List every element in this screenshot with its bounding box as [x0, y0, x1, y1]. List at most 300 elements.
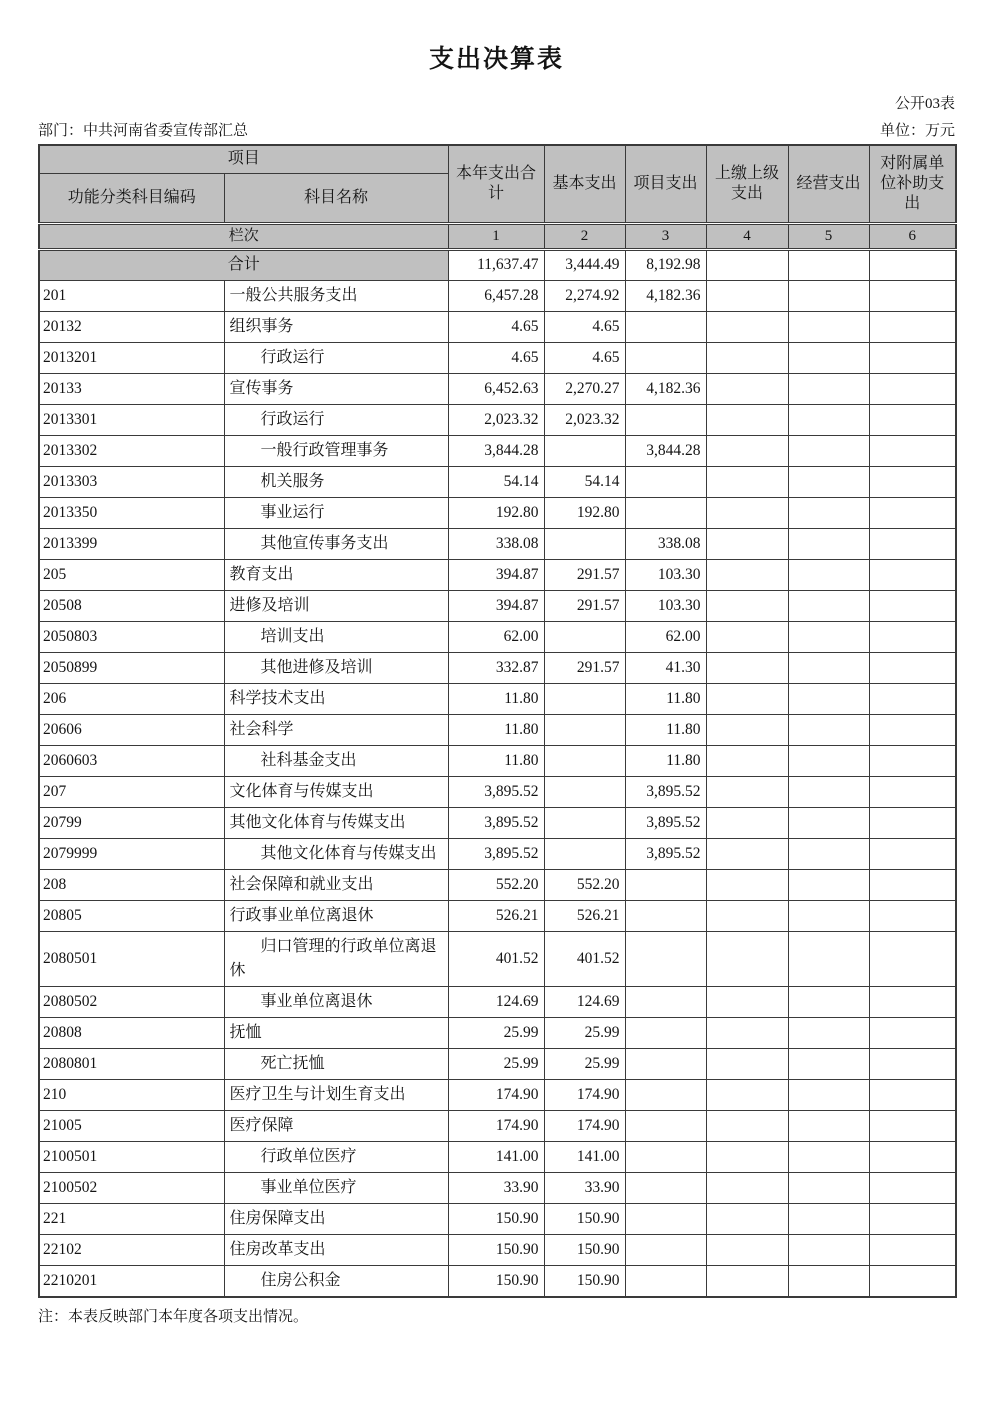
row-value	[788, 1265, 869, 1297]
row-name: 进修及培训	[224, 590, 448, 621]
column-number: 4	[706, 223, 788, 249]
row-value	[788, 714, 869, 745]
row-value	[869, 1203, 956, 1234]
row-name: 事业单位医疗	[224, 1172, 448, 1203]
row-value	[788, 1079, 869, 1110]
row-code: 206	[39, 683, 224, 714]
row-value: 3,895.52	[448, 776, 544, 807]
page-title: 支出决算表	[428, 46, 564, 73]
row-value	[706, 1141, 788, 1172]
row-name: 文化体育与传媒支出	[224, 776, 448, 807]
total-label: 合计	[39, 249, 448, 280]
row-value	[706, 311, 788, 342]
row-value	[869, 1172, 956, 1203]
row-value	[706, 1234, 788, 1265]
row-name: 住房保障支出	[224, 1203, 448, 1234]
row-value	[788, 590, 869, 621]
table-row	[39, 435, 956, 466]
row-value	[625, 497, 706, 528]
row-value	[869, 776, 956, 807]
row-name: 其他宣传事务支出	[224, 528, 448, 559]
row-value: 291.57	[544, 559, 625, 590]
table-row	[39, 745, 956, 776]
row-value	[788, 986, 869, 1017]
row-value	[788, 435, 869, 466]
row-value	[869, 590, 956, 621]
lanci-label: 栏次	[39, 223, 448, 249]
row-value	[788, 528, 869, 559]
row-value	[788, 559, 869, 590]
meta-row	[38, 121, 955, 141]
row-value	[706, 776, 788, 807]
row-value: 25.99	[544, 1048, 625, 1079]
row-value: 11.80	[448, 714, 544, 745]
row-value	[788, 1234, 869, 1265]
row-value	[788, 311, 869, 342]
column-number: 5	[788, 223, 869, 249]
row-value: 4.65	[544, 342, 625, 373]
row-value	[869, 652, 956, 683]
row-value: 141.00	[448, 1141, 544, 1172]
row-value: 2,274.92	[544, 280, 625, 311]
row-code: 2060603	[39, 745, 224, 776]
total-value	[869, 249, 956, 280]
row-value	[788, 931, 869, 986]
row-value	[706, 745, 788, 776]
row-value	[706, 466, 788, 497]
row-name: 其他文化体育与传媒支出	[224, 807, 448, 838]
row-value	[625, 1234, 706, 1265]
row-name: 事业运行	[224, 497, 448, 528]
header-col-operating: 经营支出	[788, 145, 869, 223]
row-name: 社会科学	[224, 714, 448, 745]
row-code: 20799	[39, 807, 224, 838]
row-value	[625, 1079, 706, 1110]
table-row	[39, 559, 956, 590]
row-value: 2,023.32	[544, 404, 625, 435]
row-value	[625, 1141, 706, 1172]
row-value: 3,895.52	[448, 807, 544, 838]
table-row	[39, 652, 956, 683]
header-col-total: 本年支出合计	[448, 145, 544, 223]
row-value	[869, 838, 956, 869]
row-value	[788, 1172, 869, 1203]
row-value	[869, 497, 956, 528]
header-name-label: 科目名称	[224, 173, 448, 223]
row-name: 社科基金支出	[224, 745, 448, 776]
table-row	[39, 931, 956, 986]
row-value: 141.00	[544, 1141, 625, 1172]
row-name: 培训支出	[224, 621, 448, 652]
row-value	[706, 869, 788, 900]
row-value: 150.90	[448, 1203, 544, 1234]
row-value	[706, 373, 788, 404]
row-name: 死亡抚恤	[224, 1048, 448, 1079]
row-value	[788, 373, 869, 404]
column-number: 2	[544, 223, 625, 249]
row-name: 一般行政管理事务	[224, 435, 448, 466]
row-name: 宣传事务	[224, 373, 448, 404]
table-row	[39, 683, 956, 714]
row-value: 150.90	[544, 1234, 625, 1265]
row-value	[625, 1203, 706, 1234]
row-value	[869, 745, 956, 776]
row-value: 33.90	[448, 1172, 544, 1203]
table-row	[39, 466, 956, 497]
row-value	[788, 1017, 869, 1048]
column-number: 6	[869, 223, 956, 249]
row-value	[706, 931, 788, 986]
row-value	[788, 1048, 869, 1079]
row-code: 205	[39, 559, 224, 590]
row-value	[706, 1265, 788, 1297]
table-row	[39, 1079, 956, 1110]
row-value	[869, 1234, 956, 1265]
row-value	[788, 776, 869, 807]
row-value: 552.20	[544, 869, 625, 900]
row-value	[788, 1141, 869, 1172]
row-value: 54.14	[544, 466, 625, 497]
row-value	[706, 683, 788, 714]
total-value: 8,192.98	[625, 249, 706, 280]
row-value: 4.65	[448, 342, 544, 373]
row-value	[869, 900, 956, 931]
row-value	[788, 280, 869, 311]
unit-label: 单位：万元	[879, 123, 955, 139]
row-code: 2013301	[39, 404, 224, 435]
table-row	[39, 280, 956, 311]
row-value	[625, 986, 706, 1017]
row-value	[544, 807, 625, 838]
table-row	[39, 1172, 956, 1203]
row-value	[788, 466, 869, 497]
row-value	[788, 900, 869, 931]
row-value	[706, 1048, 788, 1079]
row-code: 2013303	[39, 466, 224, 497]
row-code: 2050803	[39, 621, 224, 652]
row-value: 291.57	[544, 652, 625, 683]
row-value: 150.90	[448, 1265, 544, 1297]
row-value	[869, 1017, 956, 1048]
row-value	[706, 280, 788, 311]
row-value: 62.00	[448, 621, 544, 652]
department-label: 部门：中共河南省委宣传部汇总	[38, 123, 249, 139]
row-value	[788, 1203, 869, 1234]
row-value	[869, 528, 956, 559]
table-row	[39, 1203, 956, 1234]
row-value	[706, 838, 788, 869]
row-name: 行政运行	[224, 404, 448, 435]
row-value: 174.90	[544, 1110, 625, 1141]
row-code: 2013399	[39, 528, 224, 559]
row-value	[706, 1172, 788, 1203]
row-value	[706, 559, 788, 590]
table-row	[39, 1048, 956, 1079]
row-code: 2210201	[39, 1265, 224, 1297]
row-value	[706, 807, 788, 838]
row-value	[625, 869, 706, 900]
table-row	[39, 590, 956, 621]
row-value: 3,895.52	[625, 776, 706, 807]
row-value: 174.90	[544, 1079, 625, 1110]
table-row	[39, 1234, 956, 1265]
row-value	[869, 621, 956, 652]
row-value	[788, 621, 869, 652]
table-row	[39, 404, 956, 435]
row-value	[544, 745, 625, 776]
row-value: 4.65	[448, 311, 544, 342]
row-value	[625, 1048, 706, 1079]
row-code: 2080502	[39, 986, 224, 1017]
row-value	[869, 311, 956, 342]
row-value: 338.08	[625, 528, 706, 559]
row-value	[625, 311, 706, 342]
row-value	[706, 435, 788, 466]
table-row	[39, 714, 956, 745]
row-value: 25.99	[448, 1017, 544, 1048]
header-col-subsidy: 对附属单位补助支出	[869, 145, 956, 223]
row-value	[706, 342, 788, 373]
row-value	[625, 1017, 706, 1048]
row-name: 事业单位离退休	[224, 986, 448, 1017]
table-row	[39, 342, 956, 373]
row-value	[869, 931, 956, 986]
row-value	[869, 683, 956, 714]
row-value	[869, 986, 956, 1017]
row-value: 3,895.52	[448, 838, 544, 869]
table-row	[39, 838, 956, 869]
row-value: 526.21	[544, 900, 625, 931]
row-code: 2080501	[39, 931, 224, 986]
row-value	[869, 807, 956, 838]
column-number: 1	[448, 223, 544, 249]
row-name: 归口管理的行政单位离退休	[224, 931, 448, 986]
row-value	[869, 466, 956, 497]
row-value	[788, 838, 869, 869]
row-value	[788, 404, 869, 435]
row-value: 11.80	[625, 745, 706, 776]
row-value	[788, 683, 869, 714]
row-code: 201	[39, 280, 224, 311]
row-name: 教育支出	[224, 559, 448, 590]
row-value	[706, 590, 788, 621]
row-value	[625, 1172, 706, 1203]
row-value: 332.87	[448, 652, 544, 683]
table-row	[39, 1110, 956, 1141]
row-value	[544, 435, 625, 466]
row-value	[869, 280, 956, 311]
row-value: 3,895.52	[625, 838, 706, 869]
header-code-label: 功能分类科目编码	[39, 173, 224, 223]
table-row	[39, 776, 956, 807]
row-value	[625, 342, 706, 373]
row-value: 192.80	[448, 497, 544, 528]
row-name: 行政运行	[224, 342, 448, 373]
total-value: 11,637.47	[448, 249, 544, 280]
table-row	[39, 900, 956, 931]
table-row	[39, 311, 956, 342]
row-value	[625, 1265, 706, 1297]
row-value: 54.14	[448, 466, 544, 497]
table-row	[39, 528, 956, 559]
row-value	[788, 745, 869, 776]
row-value	[869, 1141, 956, 1172]
row-value: 394.87	[448, 559, 544, 590]
row-value	[869, 342, 956, 373]
row-code: 208	[39, 869, 224, 900]
row-value	[788, 1110, 869, 1141]
row-value	[869, 1079, 956, 1110]
row-value	[544, 621, 625, 652]
row-name: 抚恤	[224, 1017, 448, 1048]
row-value: 103.30	[625, 590, 706, 621]
row-code: 2079999	[39, 838, 224, 869]
table-row	[39, 373, 956, 404]
row-value	[869, 714, 956, 745]
row-value	[869, 869, 956, 900]
row-value: 150.90	[544, 1203, 625, 1234]
total-value: 3,444.49	[544, 249, 625, 280]
row-value	[788, 497, 869, 528]
row-value: 3,895.52	[625, 807, 706, 838]
row-value	[625, 931, 706, 986]
row-value	[625, 404, 706, 435]
row-value	[706, 621, 788, 652]
row-code: 221	[39, 1203, 224, 1234]
row-value: 174.90	[448, 1110, 544, 1141]
row-code: 20508	[39, 590, 224, 621]
row-name: 机关服务	[224, 466, 448, 497]
row-value	[869, 404, 956, 435]
row-value: 192.80	[544, 497, 625, 528]
row-code: 20805	[39, 900, 224, 931]
row-value: 394.87	[448, 590, 544, 621]
row-value: 526.21	[448, 900, 544, 931]
row-value	[625, 466, 706, 497]
row-value	[625, 900, 706, 931]
row-value	[706, 404, 788, 435]
row-value	[788, 807, 869, 838]
row-code: 20808	[39, 1017, 224, 1048]
row-value: 552.20	[448, 869, 544, 900]
row-code: 20132	[39, 311, 224, 342]
row-name: 行政事业单位离退休	[224, 900, 448, 931]
row-value	[706, 986, 788, 1017]
row-code: 2080801	[39, 1048, 224, 1079]
table-row	[39, 807, 956, 838]
header-col-project: 项目支出	[625, 145, 706, 223]
table-row	[39, 986, 956, 1017]
row-value	[706, 714, 788, 745]
table-row	[39, 1141, 956, 1172]
row-code: 2013302	[39, 435, 224, 466]
row-value: 11.80	[448, 745, 544, 776]
row-value: 11.80	[625, 714, 706, 745]
row-value: 2,270.27	[544, 373, 625, 404]
table-row	[39, 1017, 956, 1048]
row-value: 11.80	[448, 683, 544, 714]
total-value	[706, 249, 788, 280]
row-value: 124.69	[448, 986, 544, 1017]
row-name: 住房改革支出	[224, 1234, 448, 1265]
row-code: 2013201	[39, 342, 224, 373]
row-value	[706, 528, 788, 559]
row-code: 2100501	[39, 1141, 224, 1172]
row-name: 科学技术支出	[224, 683, 448, 714]
row-name: 组织事务	[224, 311, 448, 342]
row-value: 25.99	[448, 1048, 544, 1079]
table-row	[39, 1265, 956, 1297]
row-code: 2013350	[39, 497, 224, 528]
row-value: 3,844.28	[448, 435, 544, 466]
row-value: 4,182.36	[625, 373, 706, 404]
row-value	[544, 776, 625, 807]
table-row	[39, 869, 956, 900]
header-col-upper: 上缴上级支出	[706, 145, 788, 223]
row-value	[544, 714, 625, 745]
table-row	[39, 621, 956, 652]
row-value: 291.57	[544, 590, 625, 621]
row-name: 其他文化体育与传媒支出	[224, 838, 448, 869]
row-value	[788, 342, 869, 373]
row-value: 103.30	[625, 559, 706, 590]
row-value	[706, 900, 788, 931]
row-value	[544, 683, 625, 714]
row-value: 150.90	[544, 1265, 625, 1297]
row-value	[706, 1079, 788, 1110]
table-header	[39, 145, 956, 249]
row-value: 33.90	[544, 1172, 625, 1203]
row-value: 11.80	[625, 683, 706, 714]
row-code: 20133	[39, 373, 224, 404]
table-body	[39, 249, 956, 1297]
row-value: 41.30	[625, 652, 706, 683]
row-value: 62.00	[625, 621, 706, 652]
row-value	[869, 1048, 956, 1079]
row-value	[706, 1110, 788, 1141]
row-name: 社会保障和就业支出	[224, 869, 448, 900]
row-code: 21005	[39, 1110, 224, 1141]
row-code: 2050899	[39, 652, 224, 683]
row-value	[625, 1110, 706, 1141]
row-value	[788, 869, 869, 900]
row-code: 2100502	[39, 1172, 224, 1203]
row-value	[788, 652, 869, 683]
row-value: 6,457.28	[448, 280, 544, 311]
row-value	[869, 559, 956, 590]
row-value	[544, 528, 625, 559]
row-code: 207	[39, 776, 224, 807]
column-number: 3	[625, 223, 706, 249]
total-value	[788, 249, 869, 280]
row-value	[706, 1017, 788, 1048]
row-value: 338.08	[448, 528, 544, 559]
header-project-group: 项目	[39, 145, 448, 173]
table-row	[39, 497, 956, 528]
header-col-basic: 基本支出	[544, 145, 625, 223]
row-value: 6,452.63	[448, 373, 544, 404]
row-name: 医疗卫生与计划生育支出	[224, 1079, 448, 1110]
row-value: 174.90	[448, 1079, 544, 1110]
row-value: 3,844.28	[625, 435, 706, 466]
row-name: 其他进修及培训	[224, 652, 448, 683]
row-value	[706, 652, 788, 683]
row-value: 124.69	[544, 986, 625, 1017]
row-code: 210	[39, 1079, 224, 1110]
row-value: 401.52	[544, 931, 625, 986]
row-name: 一般公共服务支出	[224, 280, 448, 311]
row-value	[869, 1110, 956, 1141]
